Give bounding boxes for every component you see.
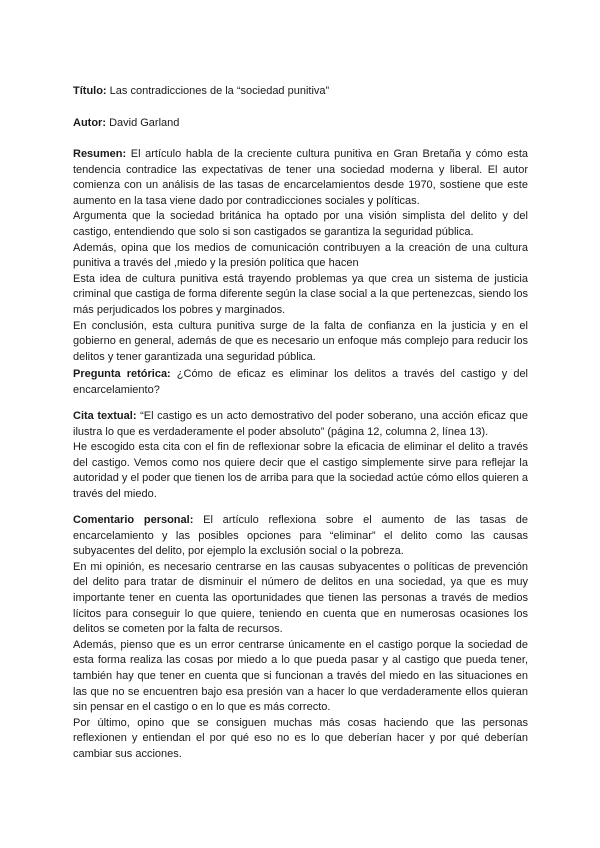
pregunta-paragraph bbox=[73, 367, 528, 398]
comentario-text-1: El artículo reflexiona sobre el aumento de las tasas de encarcelamiento y las posibles opciones para “eliminar” el delito como las causas subyacentes del delito, por ejemplo la exclusión social o la pobreza. bbox=[73, 514, 529, 558]
author-line bbox=[73, 116, 528, 132]
resumen-section bbox=[73, 147, 528, 365]
author-label: Autor: bbox=[73, 117, 106, 129]
resumen-text-1: El artículo habla de la creciente cultura punitiva en Gran Bretaña y cómo esta tendencia contradice las expectativas de tener una sociedad moderna y liberal. El autor comienza con un análisis de las tasas de encarcelamientos desde 1970, sostiene que este aumento en la tasa viene dado por contradicciones sociales y políticas. bbox=[73, 148, 528, 207]
title-text: Las contradicciones de la “sociedad punitiva” bbox=[109, 85, 330, 97]
resumen-paragraph: Además, opina que los medios de comunicación contribuyen a la creación de una cultura punitiva a través del ,miedo y la presión política que hacen bbox=[73, 241, 528, 270]
cita-label: Cita textual: bbox=[73, 410, 137, 422]
resumen-label: Resumen: bbox=[73, 148, 127, 160]
title-line bbox=[73, 84, 528, 100]
comentario-paragraph: Además, pienso que es un error centrarse únicamente en el castigo porque la sociedad de esta forma realiza las cosas por miedo a lo que pueda pasar y al castigo que pueda tener, también hay que tener en cuenta que si funcionan a través del miedo en las situaciones en las que no se encuentren bajo esa presión van a hacer lo que verdaderamente ellos quieran sin pensar en el castigo o en lo que es más correcto. bbox=[73, 638, 528, 714]
cita-section bbox=[73, 409, 528, 503]
cita-explanation: He escogido esta cita con el fin de reflexionar sobre la eficacia de eliminar el delito a través del castigo. Vemos como nos quiere decir que el castigo simplemente sirve para reflejar la autoridad y el poder que tienen los de arriba para que la sociedad actúe cómo ellos quieren a través del miedo. bbox=[73, 441, 528, 500]
title-label: Título: bbox=[73, 85, 107, 97]
resumen-paragraph bbox=[73, 147, 528, 209]
comentario-paragraph bbox=[73, 513, 528, 560]
pregunta-text: ¿Cómo de eficaz es eliminar los delitos a través del castigo y del encarcelamiento? bbox=[73, 368, 529, 396]
author-name: David Garland bbox=[109, 117, 180, 129]
cita-paragraph bbox=[73, 409, 528, 440]
pregunta-section bbox=[73, 367, 528, 398]
resumen-paragraph: Argumenta que la sociedad británica ha optado por una visión simplista del delito y del castigo, entendiendo que solo si son castigados se garantiza la seguridad pública. bbox=[73, 210, 528, 238]
comentario-section bbox=[73, 513, 528, 763]
resumen-paragraph: Esta idea de cultura punitiva está trayendo problemas ya que crea un sistema de justicia criminal que castiga de forma diferente según la clase social a la que pertenezcas, siendo los más perjudicados los pobres y marginados. bbox=[73, 272, 528, 316]
comentario-paragraph: En mi opinión, es necesario centrarse en las causas subyacentes o políticas de prevención del delito para tratar de disminuir el número de delitos en una sociedad, ya que es muy importante tener en cuenta las oportunidades que tienen las personas a través de medios lícitos para conseguir lo que quiere, teniendo en cuenta que en numerosas ocasiones los delitos se cometen por la falta de recursos. bbox=[73, 560, 528, 636]
cita-quote: “El castigo es un acto demostrativo del poder soberano, una acción eficaz que ilustra lo que es verdaderamente el poder absoluto” (página 12, columna 2, línea 13). bbox=[73, 410, 528, 438]
comentario-label: Comentario personal: bbox=[73, 514, 194, 526]
comentario-paragraph: Por último, opino que se consiguen muchas más cosas haciendo que las personas reflexionen y entiendan el por qué eso no es lo que deberían hacer y por qué deberían cambiar sus acciones. bbox=[73, 716, 528, 760]
resumen-paragraph: En conclusión, esta cultura punitiva surge de la falta de confianza en la justicia y en el gobierno en general, además de que es necesario un enfoque más complejo para reducir los delitos y tener garantizada una seguridad pública. bbox=[73, 319, 528, 363]
pregunta-label: Pregunta retórica: bbox=[73, 368, 171, 380]
